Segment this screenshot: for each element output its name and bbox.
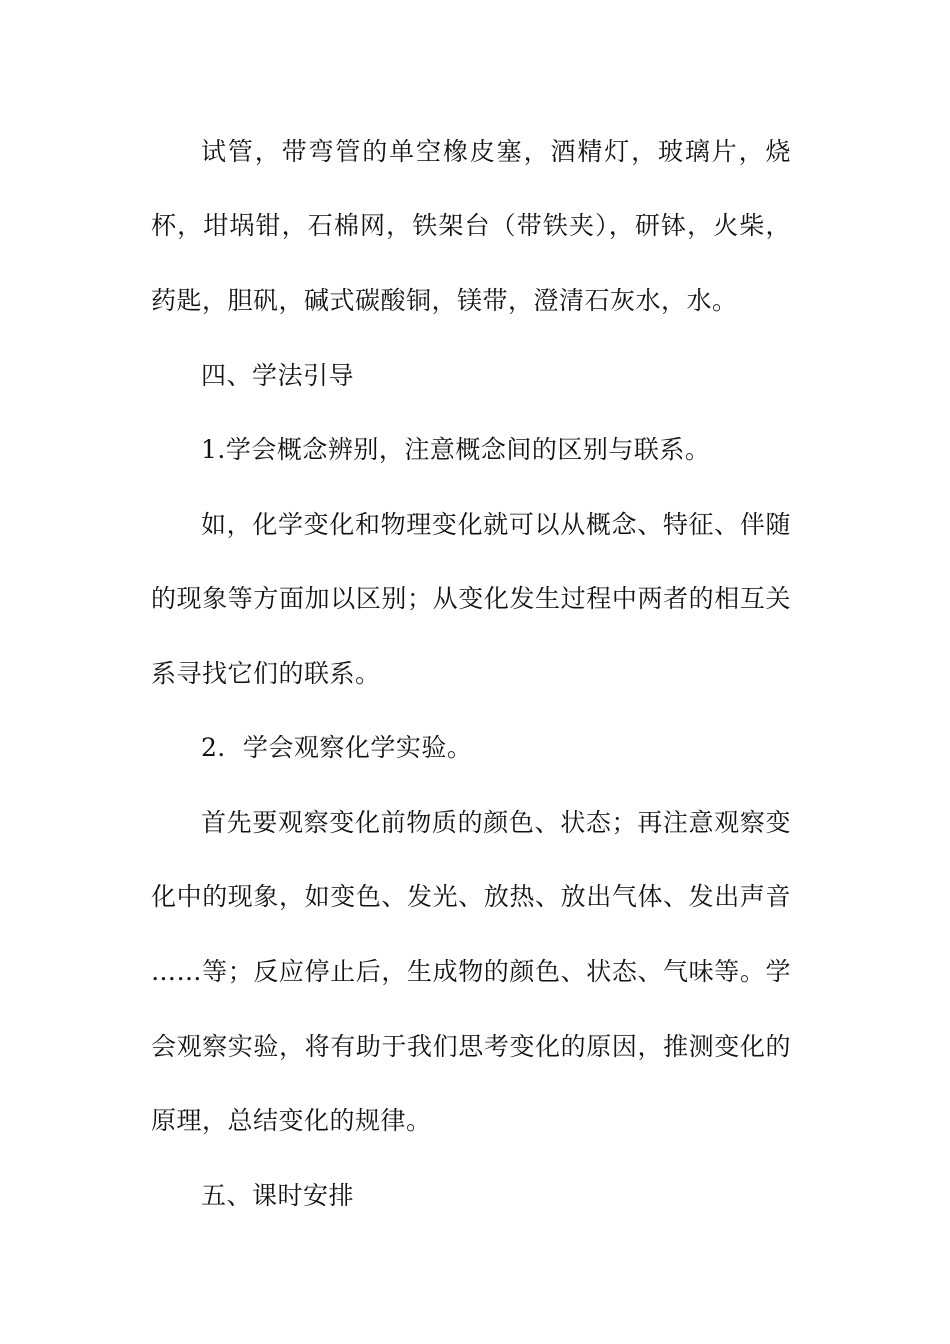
subheading-2: 2．学会观察化学实验。 (201, 733, 473, 762)
text-line-10: 首先要观察变化前物质的颜色、状态；再注意观察变 (201, 808, 791, 837)
text-line-7: 的现象等方面加以区别；从变化发生过程中两者的相互关 (151, 584, 791, 613)
text-line-11: 化中的现象，如变色、发光、放热、放出气体、发出声音 (151, 882, 791, 911)
text-line-8: 系寻找它们的联系。 (151, 659, 381, 688)
text-line-1: 试管，带弯管的单空橡皮塞，酒精灯，玻璃片，烧 (201, 137, 791, 166)
section-heading-4: 四、学法引导 (201, 361, 355, 390)
subheading-1: 1.学会概念辨别，注意概念间的区别与联系。 (201, 435, 711, 464)
text-line-14: 原理，总结变化的规律。 (151, 1106, 432, 1135)
text-line-13: 会观察实验，将有助于我们思考变化的原因，推测变化的 (151, 1032, 791, 1061)
text-line-3: 药匙，胆矾，碱式碳酸铜，镁带，澄清石灰水，水。 (151, 286, 738, 315)
text-line-2: 杯，坩埚钳，石棉网，铁架台（带铁夹），研钵，火柴， (151, 211, 791, 240)
text-line-12: ……等；反应停止后，生成物的颜色、状态、气味等。学 (151, 957, 791, 986)
section-heading-5: 五、课时安排 (201, 1181, 355, 1210)
text-line-6: 如，化学变化和物理变化就可以从概念、特征、伴随 (201, 510, 791, 539)
